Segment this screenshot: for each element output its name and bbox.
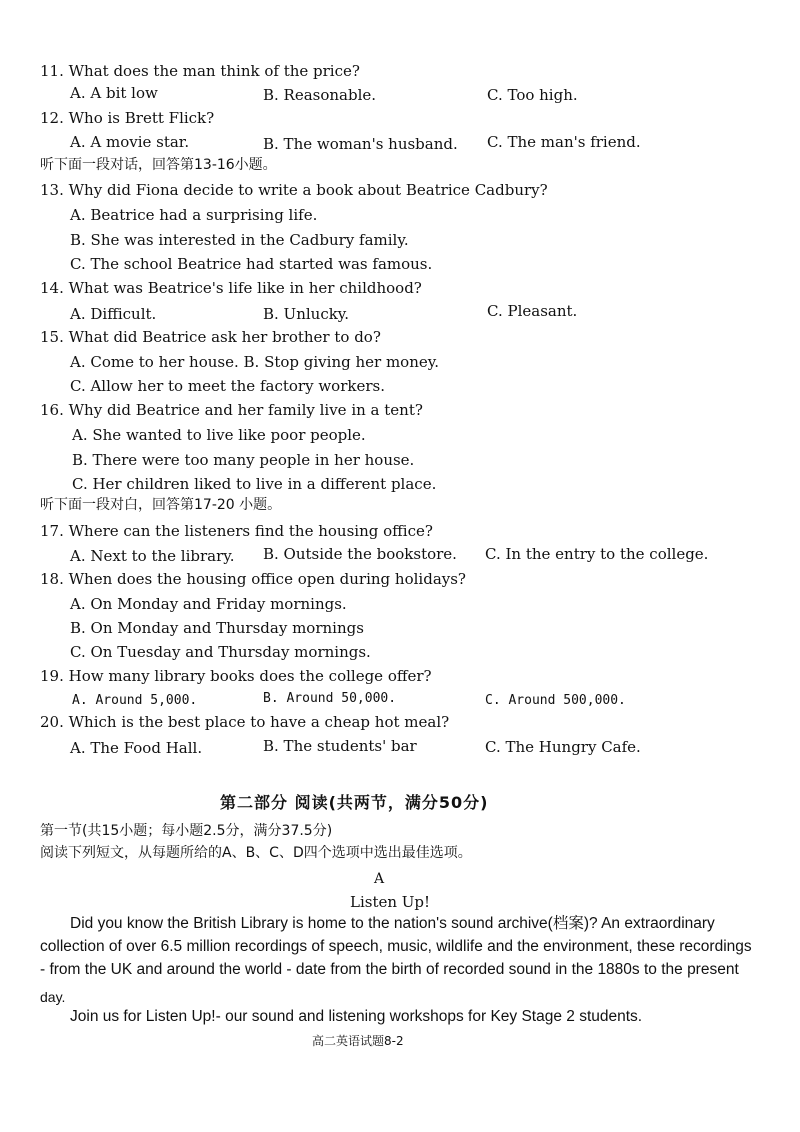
option-c: C. On Tuesday and Thursday mornings. xyxy=(70,643,371,661)
passage-title: Listen Up! xyxy=(350,893,431,911)
question-16: 16. Why did Beatrice and her family live in a tent? xyxy=(40,401,423,419)
option-a: A. A bit low xyxy=(70,84,158,102)
section1-heading: 第一节(共15小题；每小题2.5分，满分37.5分) xyxy=(40,823,333,839)
option-b: B. Around 50,000. xyxy=(263,691,397,706)
instruction-17-20: 听下面一段对白，回答第17-20 小题。 xyxy=(40,497,282,513)
option-b: B. On Monday and Thursday mornings xyxy=(70,619,364,637)
passage-line: Did you know the British Library is home to the nation's sound archive(档案)? An extraordinary xyxy=(70,915,715,932)
option-a: A. Beatrice had a surprising life. xyxy=(70,206,318,224)
option-a: A. On Monday and Friday mornings. xyxy=(70,595,347,613)
option-c: C. Allow her to meet the factory workers. xyxy=(70,377,385,395)
passage-line: collection of over 6.5 million recordings of speech, music, wildlife and the environment, these recordings xyxy=(40,938,752,955)
part2-title: 第二部分 阅读(共两节，满分50分) xyxy=(220,793,489,812)
passage-line: Join us for Listen Up!- our sound and listening workshops for Key Stage 2 students. xyxy=(70,1008,643,1025)
option-b: B. Outside the bookstore. xyxy=(263,545,457,563)
option-c: C. The man's friend. xyxy=(487,133,641,151)
option-a: A. The Food Hall. xyxy=(70,739,203,757)
question-17: 17. Where can the listeners find the housing office? xyxy=(40,522,433,540)
reading-directions: 阅读下列短文，从每题所给的A、B、C、D四个选项中选出最佳选项。 xyxy=(40,845,472,861)
instruction-13-16: 听下面一段对话，回答第13-16小题。 xyxy=(40,157,277,173)
option-a: A. Around 5,000. xyxy=(72,693,198,708)
question-15: 15. What did Beatrice ask her brother to do? xyxy=(40,328,381,346)
option-b: B. The woman's husband. xyxy=(263,135,458,153)
page-footer: 高二英语试题8-2 xyxy=(312,1034,404,1048)
option-c: C. Pleasant. xyxy=(487,302,578,320)
question-12: 12. Who is Brett Flick? xyxy=(40,109,215,127)
question-20: 20. Which is the best place to have a cheap hot meal? xyxy=(40,713,450,731)
option-a: A. She wanted to live like poor people. xyxy=(72,426,366,444)
option-c: C. Too high. xyxy=(487,86,578,104)
question-11: 11. What does the man think of the price? xyxy=(40,62,360,80)
question-14: 14. What was Beatrice's life like in her childhood? xyxy=(40,279,422,297)
option-b: B. There were too many people in her house. xyxy=(72,451,415,469)
passage-line: - from the UK and around the world - date from the birth of recorded sound in the 1880s to the present xyxy=(40,961,739,978)
option-c: C. The school Beatrice had started was famous. xyxy=(70,255,433,273)
option-a: A. Difficult. xyxy=(70,305,157,323)
option-b: B. Unlucky. xyxy=(263,305,350,323)
option-b: B. She was interested in the Cadbury family. xyxy=(70,231,409,249)
question-13: 13. Why did Fiona decide to write a book about Beatrice Cadbury? xyxy=(40,181,548,199)
question-19: 19. How many library books does the college offer? xyxy=(40,667,432,685)
passage-letter: A xyxy=(374,871,385,887)
option-ab: A. Come to her house. B. Stop giving her money. xyxy=(70,353,439,371)
question-18: 18. When does the housing office open during holidays? xyxy=(40,570,466,588)
passage-line: day. xyxy=(40,989,66,1005)
option-c: C. Around 500,000. xyxy=(485,693,626,708)
option-c: C. The Hungry Cafe. xyxy=(485,738,641,756)
option-b: B. Reasonable. xyxy=(263,86,377,104)
option-c: C. In the entry to the college. xyxy=(485,545,709,563)
option-c: C. Her children liked to live in a different place. xyxy=(72,475,437,493)
option-b: B. The students' bar xyxy=(263,737,417,755)
option-a: A. Next to the library. xyxy=(70,547,235,565)
option-a: A. A movie star. xyxy=(70,133,190,151)
